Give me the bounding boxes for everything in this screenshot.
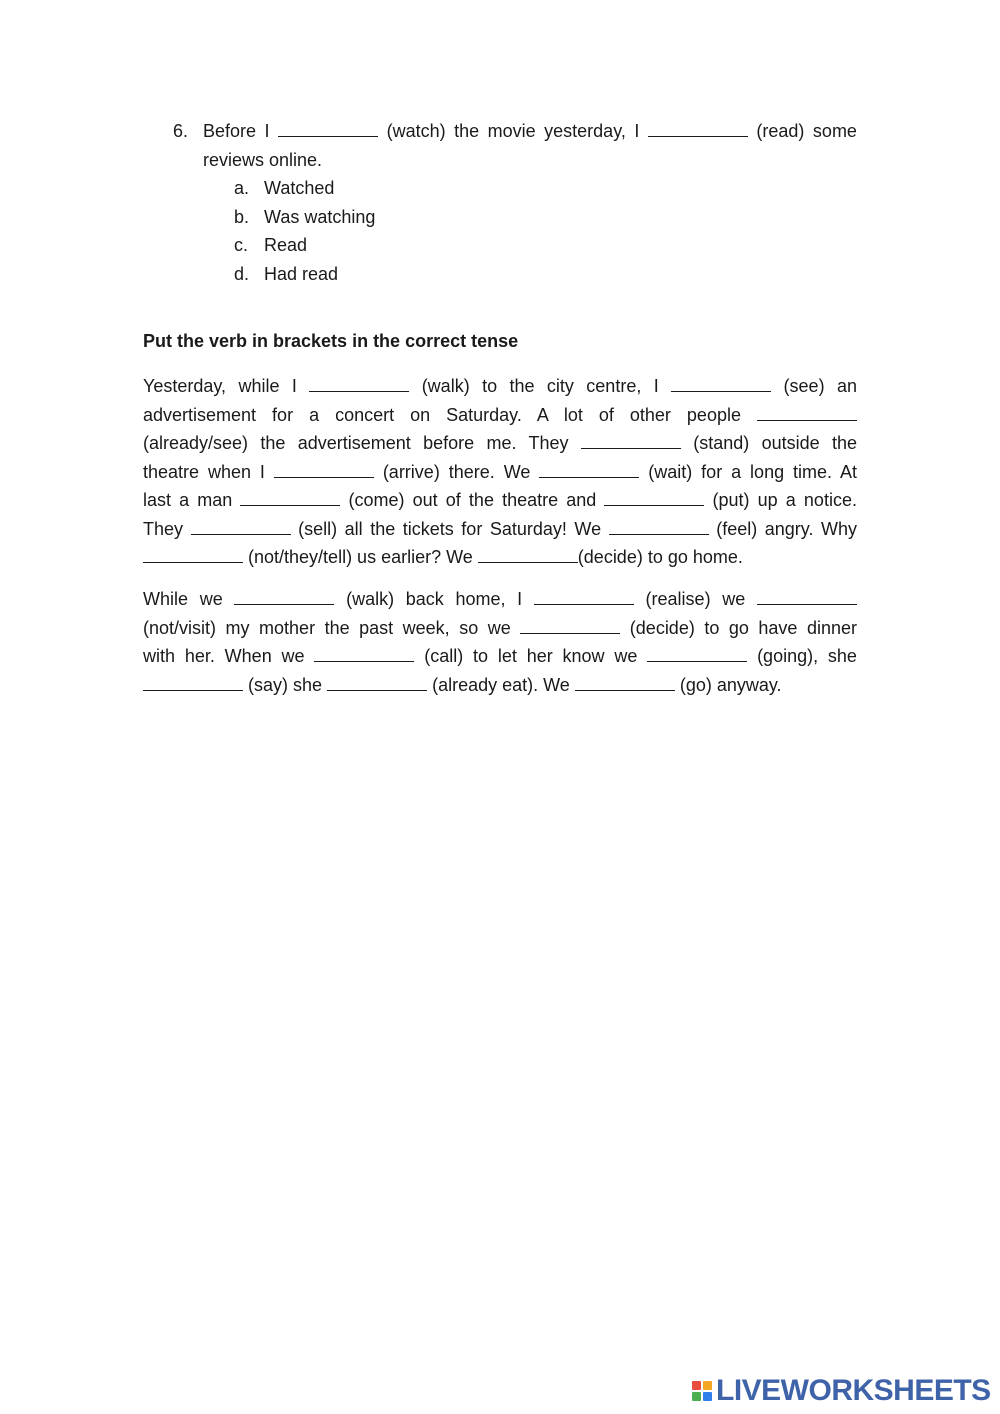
- answer-blank[interactable]: [604, 489, 704, 506]
- answer-options: [234, 174, 857, 288]
- paragraph-1: [143, 372, 857, 572]
- paragraph-2: [143, 585, 857, 699]
- answer-blank[interactable]: [278, 120, 378, 137]
- paragraph-line: theatre when I (arrive) there. We (wait) for a long time. At: [143, 461, 857, 482]
- section-title: Put the verb in brackets in the correct tense: [143, 331, 519, 351]
- answer-blank[interactable]: [671, 375, 771, 392]
- answer-blank[interactable]: [234, 588, 334, 605]
- option-b[interactable]: b. Was watching: [234, 206, 376, 227]
- paragraph-line: advertisement for a concert on Saturday. A lot of other people: [143, 401, 857, 430]
- logo-square: [692, 1392, 701, 1401]
- answer-blank[interactable]: [581, 432, 681, 449]
- answer-blank[interactable]: [309, 375, 409, 392]
- paragraph-line: (not/visit) my mother the past week, so we (decide) to go have dinner: [143, 617, 857, 638]
- question-6: [173, 117, 857, 288]
- answer-blank[interactable]: [191, 518, 291, 535]
- option-a[interactable]: a. Watched: [234, 178, 335, 198]
- option-d[interactable]: d. Had read: [234, 263, 339, 284]
- question-stem: Before I (watch) the movie yesterday, I (read) some reviews online.: [203, 121, 857, 170]
- paragraph-line: (already/see) the advertisement before me. They (stand) outside the: [143, 433, 857, 453]
- logo-square: [703, 1381, 712, 1390]
- logo-square: [703, 1392, 712, 1401]
- brand-name: LIVEWORKSHEETS: [716, 1374, 991, 1407]
- answer-blank[interactable]: [648, 120, 748, 137]
- logo-squares-icon: [692, 1381, 712, 1401]
- answer-blank[interactable]: [327, 674, 427, 691]
- paragraph-line: last a man (come) out of the theatre and (put) up a notice.: [143, 490, 857, 510]
- paragraph-line: While we (walk) back home, I (realise) we: [143, 585, 857, 614]
- answer-blank[interactable]: [143, 546, 243, 563]
- paragraph-line: Yesterday, while I (walk) to the city centre, I (see) an: [143, 376, 857, 396]
- answer-blank[interactable]: [314, 645, 414, 662]
- answer-blank[interactable]: [274, 461, 374, 478]
- liveworksheets-logo[interactable]: [692, 1376, 991, 1406]
- answer-blank[interactable]: [575, 674, 675, 691]
- paragraph-line: with her. When we (call) to let her know we (going), she: [143, 646, 857, 666]
- logo-square: [692, 1381, 701, 1390]
- answer-blank[interactable]: [478, 546, 578, 563]
- answer-blank[interactable]: [240, 489, 340, 506]
- paragraph-line: (say) she (already eat). We (go) anyway.: [143, 671, 857, 700]
- paragraph-line: They (sell) all the tickets for Saturday! We (feel) angry. Why: [143, 518, 857, 539]
- option-c[interactable]: c. Read: [234, 235, 308, 255]
- answer-blank[interactable]: [647, 645, 747, 662]
- answer-blank[interactable]: [143, 674, 243, 691]
- answer-blank[interactable]: [757, 404, 857, 421]
- answer-blank[interactable]: [757, 588, 857, 605]
- answer-blank[interactable]: [520, 617, 620, 634]
- answer-blank[interactable]: [609, 518, 709, 535]
- answer-blank[interactable]: [539, 461, 639, 478]
- answer-blank[interactable]: [534, 588, 634, 605]
- paragraph-line: (not/they/tell) us earlier? We (decide) to go home.: [143, 543, 857, 572]
- question-number: 6.: [173, 121, 189, 141]
